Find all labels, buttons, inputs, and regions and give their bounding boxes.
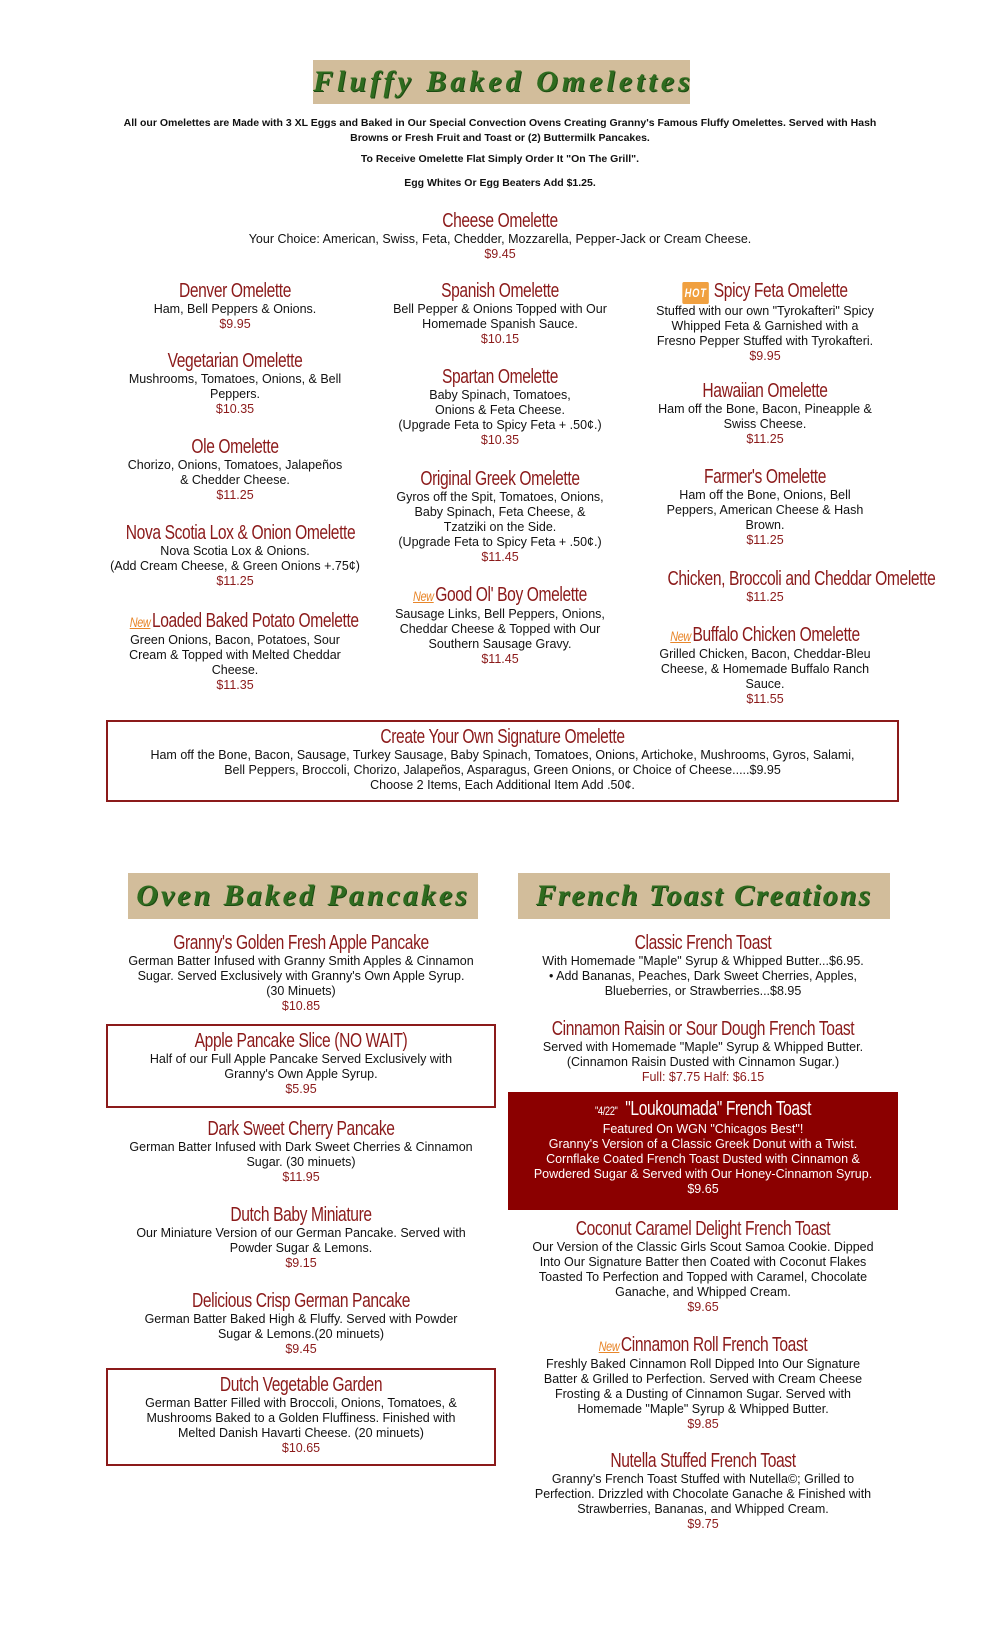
- item-price: $11.45: [481, 652, 519, 666]
- hot-badge: HOT: [682, 282, 709, 304]
- item-price: $11.45: [481, 550, 519, 564]
- item-name: Denver Omelette: [178, 280, 292, 302]
- menu-item-ole-omelette: [100, 436, 370, 503]
- item-name: Coconut Caramel Delight French Toast: [575, 1218, 831, 1240]
- item-price: $9.95: [749, 349, 781, 363]
- item-desc: Gyros off the Spit, Tomatoes, Onions, Baby Spinach, Feta Cheese, & Tzatziki on the Side. (Upgrade Feta to Spicy Feta + .50¢.): [396, 490, 604, 549]
- date-tag: "4/22": [594, 1104, 618, 1118]
- menu-item-chicken-broccoli-cheddar-omelette: [640, 568, 936, 605]
- item-price: $5.95: [285, 1082, 317, 1096]
- item-name: [551, 1334, 855, 1357]
- menu-item-dark-sweet-cherry-pancake: [106, 1118, 496, 1185]
- item-name-text: Good Ol' Boy Omelette: [435, 584, 587, 606]
- item-desc: Served with Homemade "Maple" Syrup & Whipped Butter. (Cinnamon Raisin Dusted with Cinnamon Sugar.): [542, 1040, 864, 1069]
- item-price: $10.35: [215, 402, 255, 416]
- menu-item-nutella-french-toast: [508, 1450, 898, 1532]
- menu-item-apple-pancake: [106, 932, 496, 1014]
- item-name: Spartan Omelette: [441, 366, 559, 388]
- item-price: $11.35: [216, 678, 254, 692]
- menu-item-buffalo-chicken-omelette: [640, 624, 890, 707]
- item-price: $11.25: [746, 432, 784, 446]
- item-desc: Bell Pepper & Onions Topped with Our Homemade Spanish Sauce.: [393, 302, 607, 331]
- item-name: Apple Pancake Slice (NO WAIT): [194, 1030, 408, 1052]
- item-desc: German Batter Baked High & Fluffy. Served with Powder Sugar & Lemons.(20 minuets): [144, 1312, 458, 1341]
- item-desc: German Batter Infused with Granny Smith Apples & Cinnamon Sugar. Served Exclusively with Granny's Own Apple Syrup. (30 Minuets): [128, 954, 474, 998]
- item-price: $9.45: [484, 247, 516, 261]
- item-price: $9.75: [687, 1517, 719, 1531]
- new-badge: New: [413, 588, 434, 604]
- pancakes-banner: Oven Baked Pancakes: [128, 873, 478, 919]
- item-desc: Our Version of the Classic Girls Scout Samoa Cookie. Dipped Into Our Signature Batter then Coated with Coconut Flakes Toasted To Perfection and Topped with Caramel, Chocolate Ganache, and Whipped Cream.: [532, 1240, 874, 1299]
- item-desc: Chorizo, Onions, Tomatoes, Jalapeños & Chedder Cheese.: [127, 458, 343, 487]
- item-name: Ole Omelette: [191, 436, 279, 458]
- item-desc: Freshly Baked Cinnamon Roll Dipped Into Our Signature Batter & Grilled to Perfection. Served with Cream Cheese Frosting & a Dusting of Cinnamon Sugar. Served with Homemade "Maple" Syrup & Whipped Butter.: [543, 1357, 863, 1416]
- item-price: $9.85: [687, 1417, 719, 1431]
- item-desc: Granny's French Toast Stuffed with Nutella©; Grilled to Perfection. Drizzled with Chocolate Ganache & Finished with Strawberries, Bananas, and Whipped Cream.: [534, 1472, 872, 1516]
- item-desc: German Batter Infused with Dark Sweet Cherries & Cinnamon Sugar. (30 minuets): [129, 1140, 473, 1169]
- item-desc: Our Miniature Version of our German Pancake. Served with Powder Sugar & Lemons.: [136, 1226, 466, 1255]
- menu-item-classic-french-toast: [508, 932, 898, 999]
- item-desc: Your Choice: American, Swiss, Feta, Chedder, Mozzarella, Pepper-Jack or Cream Cheese.: [248, 232, 752, 246]
- menu-item-hawaiian-omelette: [640, 380, 890, 447]
- item-desc: Featured On WGN "Chicagos Best"! Granny's Version of a Classic Greek Donut with a Twist. Cornflake Coated French Toast Dusted with Cinnamon & Powdered Sugar & Served with Our Honey-Cinnamon Syrup.: [533, 1122, 873, 1181]
- item-name: [668, 624, 863, 647]
- menu-item-loaded-baked-potato-omelette: [100, 610, 370, 693]
- item-price: Full: $7.75 Half: $6.15: [641, 1070, 765, 1084]
- item-name-text: Buffalo Chicken Omelette: [692, 624, 860, 646]
- new-badge: New: [129, 614, 151, 630]
- item-name: Farmer's Omelette: [703, 466, 827, 488]
- menu-item-spicy-feta-omelette: [640, 280, 890, 364]
- item-desc: Ham, Bell Peppers & Onions.: [153, 302, 317, 316]
- item-desc: Ham off the Bone, Bacon, Sausage, Turkey Sausage, Baby Spinach, Tomatoes, Onions, Artichoke, Mushrooms, Gyros, Salami, Bell Peppers, Broccoli, Chorizo, Jalapeños, Asparagus, Green Onions, or Choice of Cheese.....$9.95 Choose 2 Items, Each Additional Item Add .50¢.: [150, 748, 855, 792]
- menu-item-cheese-omelette: [150, 210, 850, 262]
- omelettes-banner: Fluffy Baked Omelettes: [313, 60, 690, 104]
- item-price: $11.95: [282, 1170, 320, 1184]
- item-name: [399, 584, 602, 607]
- menu-item-cinnamon-roll-french-toast: [508, 1334, 898, 1432]
- item-price: $10.65: [281, 1441, 321, 1455]
- menu-item-dutch-baby-miniature: [106, 1204, 496, 1271]
- apple-slice-box: [106, 1024, 496, 1108]
- omelettes-intro-eggwhites: Egg Whites Or Egg Beaters Add $1.25.: [404, 177, 596, 189]
- omelettes-intro-grill: To Receive Omelette Flat Simply Order It "On The Grill".: [360, 153, 640, 165]
- item-name: Create Your Own Signature Omelette: [380, 726, 625, 748]
- menu-item-cinnamon-raisin-french-toast: [508, 1018, 898, 1085]
- item-price: $11.25: [216, 488, 254, 502]
- item-desc: Mushrooms, Tomatoes, Onions, & Bell Peppers.: [128, 372, 342, 401]
- item-name: Delicious Crisp German Pancake: [191, 1290, 411, 1312]
- item-name: Granny's Golden Fresh Apple Pancake: [173, 932, 429, 954]
- item-price: $9.65: [687, 1300, 719, 1314]
- item-price: $10.15: [480, 332, 520, 346]
- item-name: [668, 280, 863, 304]
- menu-item-loukoumada-french-toast: [508, 1098, 898, 1197]
- menu-item-dutch-vegetable-garden: [108, 1374, 494, 1456]
- item-name: Vegetarian Omelette: [167, 350, 303, 372]
- menu-item-german-pancake: [106, 1290, 496, 1357]
- item-price: $11.55: [746, 692, 784, 706]
- item-desc: Half of our Full Apple Pancake Served Exclusively with Granny's Own Apple Syrup.: [149, 1052, 453, 1081]
- item-name-text: "Loukoumada" French Toast: [625, 1098, 812, 1120]
- item-price: $11.25: [746, 533, 784, 547]
- item-price: $9.15: [285, 1256, 317, 1270]
- item-price: $9.65: [687, 1182, 719, 1196]
- item-price: $9.45: [285, 1342, 317, 1356]
- item-name: Chicken, Broccoli and Cheddar Omelette: [667, 568, 936, 590]
- item-name: Nova Scotia Lox & Onion Omelette: [125, 522, 356, 544]
- item-name-text: Spicy Feta Omelette: [713, 280, 848, 302]
- menu-item-nova-scotia-omelette: [95, 522, 375, 589]
- item-name: Nutella Stuffed French Toast: [610, 1450, 796, 1472]
- item-name: Dutch Baby Miniature: [230, 1204, 372, 1226]
- item-name: Cheese Omelette: [442, 210, 558, 232]
- loukoumada-highlight: [508, 1092, 898, 1210]
- menu-item-coconut-caramel-french-toast: [508, 1218, 898, 1315]
- item-name: Spanish Omelette: [441, 280, 559, 302]
- item-name: [551, 1098, 855, 1122]
- item-desc: German Batter Filled with Broccoli, Onions, Tomatoes, & Mushrooms Baked to a Golden Fluffiness. Finished with Melted Danish Havarti Cheese. (20 minuets): [145, 1396, 457, 1440]
- dutch-vegetable-box: [106, 1368, 496, 1466]
- menu-item-apple-pancake-slice: [108, 1030, 494, 1097]
- omelettes-intro: All our Omelettes are Made with 3 XL Eggs and Baked in Our Special Convection Ovens Creating Granny's Famous Fluffy Omelettes. Served with Hash Browns or Fresh Fruit and Toast or (2) Buttermilk Pancakes.: [123, 117, 877, 144]
- menu-item-spanish-omelette: [370, 280, 630, 347]
- item-desc: Baby Spinach, Tomatoes, Onions & Feta Cheese. (Upgrade Feta to Spicy Feta + .50¢.): [398, 388, 602, 432]
- item-price: $10.85: [281, 999, 321, 1013]
- item-name: Dark Sweet Cherry Pancake: [207, 1118, 395, 1140]
- item-name: Cinnamon Raisin or Sour Dough French Toast: [551, 1018, 855, 1040]
- item-name-text: Cinnamon Roll French Toast: [620, 1334, 808, 1356]
- item-name: [129, 610, 359, 633]
- french-toast-banner: French Toast Creations: [518, 873, 890, 919]
- item-price: $9.95: [219, 317, 251, 331]
- item-desc: Ham off the Bone, Bacon, Pineapple & Swiss Cheese.: [658, 402, 872, 431]
- item-desc: Nova Scotia Lox & Onions. (Add Cream Cheese, & Green Onions +.75¢): [110, 544, 360, 573]
- item-price: $11.25: [746, 590, 784, 604]
- item-name: Hawaiian Omelette: [702, 380, 828, 402]
- new-badge: New: [670, 628, 691, 644]
- menu-item-farmers-omelette: [640, 466, 890, 548]
- item-name: Dutch Vegetable Garden: [219, 1374, 383, 1396]
- item-desc: Green Onions, Bacon, Potatoes, Sour Cream & Topped with Melted Cheddar Cheese.: [129, 633, 341, 677]
- menu-item-vegetarian-omelette: [100, 350, 370, 417]
- item-name-text: Loaded Baked Potato Omelette: [151, 610, 359, 632]
- item-desc: Stuffed with our own "Tyrokafteri" Spicy Whipped Feta & Garnished with a Fresno Pepper Stuffed with Tyrokafteri.: [656, 304, 874, 348]
- item-desc: Grilled Chicken, Bacon, Cheddar-Bleu Cheese, & Homemade Buffalo Ranch Sauce.: [659, 647, 871, 691]
- signature-omelette-box: [106, 720, 899, 802]
- item-desc: With Homemade "Maple" Syrup & Whipped Butter...$6.95. • Add Bananas, Peaches, Dark Sweet Cherries, Apples, Blueberries, or Strawberries...$8.95: [542, 954, 864, 998]
- menu-item-spartan-omelette: [370, 366, 630, 448]
- menu-item-good-ol-boy-omelette: [370, 584, 630, 667]
- item-name: Classic French Toast: [634, 932, 772, 954]
- item-price: $11.25: [216, 574, 254, 588]
- item-price: $10.35: [480, 433, 520, 447]
- item-name: Original Greek Omelette: [420, 468, 580, 490]
- new-badge: New: [598, 1338, 620, 1354]
- menu-item-denver-omelette: [100, 280, 370, 332]
- item-desc: Ham off the Bone, Onions, Bell Peppers, American Cheese & Hash Brown.: [666, 488, 864, 532]
- item-desc: Sausage Links, Bell Peppers, Onions, Cheddar Cheese & Topped with Our Southern Sausage Gravy.: [395, 607, 605, 651]
- menu-item-original-greek-omelette: [370, 468, 630, 565]
- menu-item-signature-omelette: [108, 726, 897, 793]
